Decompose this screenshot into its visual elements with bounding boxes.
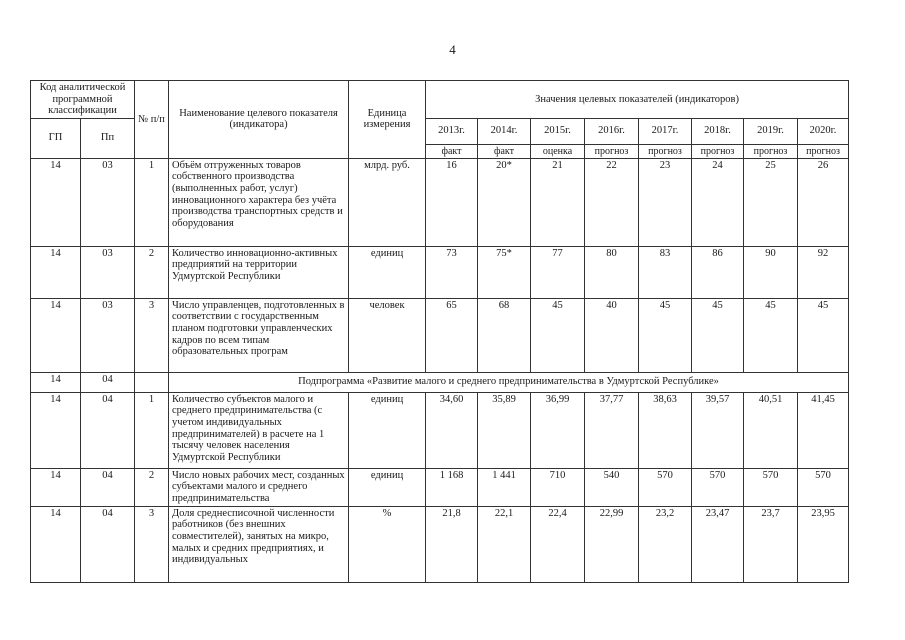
- header-status: прогноз: [639, 144, 692, 158]
- header-year: 2015г.: [531, 118, 585, 144]
- table-row: [31, 246, 849, 298]
- header-year: 2018г.: [692, 118, 744, 144]
- row-gp: 14: [31, 298, 81, 372]
- indicators-table: [30, 80, 849, 583]
- row-value: 22,1: [478, 506, 531, 582]
- row-value: 45: [639, 298, 692, 372]
- row-value: 90: [744, 246, 798, 298]
- table-row: [31, 392, 849, 468]
- row-value: 45: [531, 298, 585, 372]
- row-value: 41,45: [798, 392, 849, 468]
- subprogram-title: Подпрограмма «Развитие малого и среднего предпринимательства в Удмуртской Республике»: [169, 372, 849, 392]
- table-row: [31, 506, 849, 582]
- header-year: 2020г.: [798, 118, 849, 144]
- row-pp: 03: [81, 298, 135, 372]
- row-value: 1 441: [478, 468, 531, 506]
- row-value: 1 168: [426, 468, 478, 506]
- row-num: 2: [135, 468, 169, 506]
- row-value: 20*: [478, 158, 531, 246]
- row-value: 23,2: [639, 506, 692, 582]
- row-value: 23,7: [744, 506, 798, 582]
- row-pp: 03: [81, 158, 135, 246]
- row-value: 570: [692, 468, 744, 506]
- header-code-group: Код аналитической программной классификации: [31, 81, 135, 119]
- row-value: 23,95: [798, 506, 849, 582]
- row-value: 22,99: [585, 506, 639, 582]
- row-value: 65: [426, 298, 478, 372]
- header-year: 2017г.: [639, 118, 692, 144]
- row-pp: 04: [81, 468, 135, 506]
- header-pp: Пп: [81, 118, 135, 158]
- row-value: 38,63: [639, 392, 692, 468]
- row-value: 34,60: [426, 392, 478, 468]
- row-num: 2: [135, 246, 169, 298]
- row-value: 45: [798, 298, 849, 372]
- row-value: 45: [744, 298, 798, 372]
- row-value: 68: [478, 298, 531, 372]
- row-pp: 04: [81, 392, 135, 468]
- row-value: 75*: [478, 246, 531, 298]
- row-name: Количество инновационно-активных предприятий на территории Удмуртской Республики: [169, 246, 349, 298]
- row-value: 570: [798, 468, 849, 506]
- row-num: 1: [135, 158, 169, 246]
- row-pp: 04: [81, 506, 135, 582]
- row-unit: единиц: [349, 468, 426, 506]
- table-row: [31, 158, 849, 246]
- row-value: 24: [692, 158, 744, 246]
- header-gp: ГП: [31, 118, 81, 158]
- row-value: 21: [531, 158, 585, 246]
- header-status: прогноз: [798, 144, 849, 158]
- row-name: Число новых рабочих мест, созданных субъектами малого и среднего предпринимательства: [169, 468, 349, 506]
- row-gp: 14: [31, 246, 81, 298]
- row-name: Доля среднесписочной численности работников (без внешних совместителей), занятых на микро, малых и средних предприятиях, и индивидуальных: [169, 506, 349, 582]
- table-row: [31, 468, 849, 506]
- page-number: 4: [449, 42, 456, 57]
- row-unit: млрд. руб.: [349, 158, 426, 246]
- row-value: 36,99: [531, 392, 585, 468]
- row-value: 92: [798, 246, 849, 298]
- header-year: 2019г.: [744, 118, 798, 144]
- row-name: Количество субъектов малого и среднего предпринимательства (с учетом индивидуальных предпринимателей) в расчете на 1 тысячу человек населения Удмуртской Республики: [169, 392, 349, 468]
- row-gp: 14: [31, 392, 81, 468]
- header-unit: Единица измерения: [349, 81, 426, 159]
- header-values-title: Значения целевых показателей (индикаторов): [426, 81, 849, 119]
- header-status: факт: [426, 144, 478, 158]
- row-value: 710: [531, 468, 585, 506]
- row-value: 35,89: [478, 392, 531, 468]
- subprogram-gp: 14: [31, 372, 81, 392]
- row-unit: единиц: [349, 246, 426, 298]
- row-value: 540: [585, 468, 639, 506]
- row-num: 3: [135, 298, 169, 372]
- subprogram-pp: 04: [81, 372, 135, 392]
- header-status: прогноз: [692, 144, 744, 158]
- header-status: оценка: [531, 144, 585, 158]
- header-name: Наименование целевого показателя (индикатора): [169, 81, 349, 159]
- row-pp: 03: [81, 246, 135, 298]
- row-num: 1: [135, 392, 169, 468]
- row-value: 26: [798, 158, 849, 246]
- row-name: Число управленцев, подготовленных в соответствии с государственным планом подготовки управленческих кадров по всем типам образовательных програм: [169, 298, 349, 372]
- row-value: 570: [639, 468, 692, 506]
- row-value: 86: [692, 246, 744, 298]
- header-status: факт: [478, 144, 531, 158]
- row-gp: 14: [31, 506, 81, 582]
- row-name: Объём отгруженных товаров собственного производства (выполненных работ, услуг) инновационного характера без учёта производства транспортных средств и оборудования: [169, 158, 349, 246]
- row-value: 39,57: [692, 392, 744, 468]
- table-row: [31, 298, 849, 372]
- row-value: 25: [744, 158, 798, 246]
- row-value: 21,8: [426, 506, 478, 582]
- header-num: № п/п: [135, 81, 169, 159]
- row-num: 3: [135, 506, 169, 582]
- header-year: 2014г.: [478, 118, 531, 144]
- row-unit: человек: [349, 298, 426, 372]
- row-value: 77: [531, 246, 585, 298]
- row-unit: единиц: [349, 392, 426, 468]
- row-value: 73: [426, 246, 478, 298]
- row-gp: 14: [31, 158, 81, 246]
- header-status: прогноз: [585, 144, 639, 158]
- row-value: 16: [426, 158, 478, 246]
- row-value: 22,4: [531, 506, 585, 582]
- row-value: 23: [639, 158, 692, 246]
- header-status: прогноз: [744, 144, 798, 158]
- row-value: 570: [744, 468, 798, 506]
- row-value: 40: [585, 298, 639, 372]
- row-value: 83: [639, 246, 692, 298]
- row-unit: %: [349, 506, 426, 582]
- header-year: 2016г.: [585, 118, 639, 144]
- row-value: 45: [692, 298, 744, 372]
- header-year: 2013г.: [426, 118, 478, 144]
- row-gp: 14: [31, 468, 81, 506]
- row-value: 23,47: [692, 506, 744, 582]
- row-value: 40,51: [744, 392, 798, 468]
- row-value: 37,77: [585, 392, 639, 468]
- row-value: 80: [585, 246, 639, 298]
- row-value: 22: [585, 158, 639, 246]
